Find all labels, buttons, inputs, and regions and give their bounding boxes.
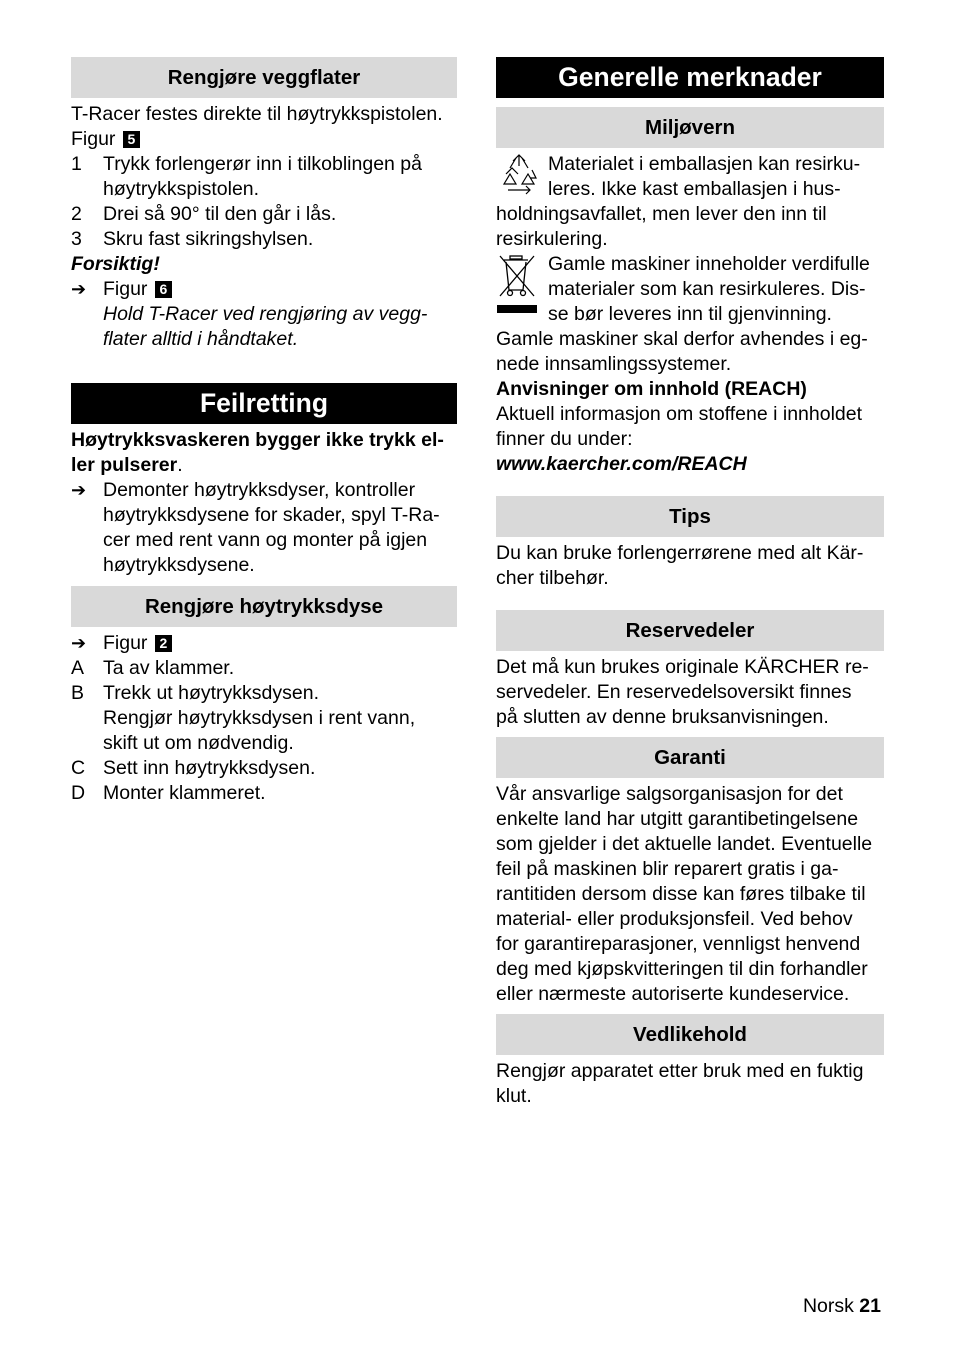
veggflater-intro: T-Racer festes direkte til høytrykkspistolen.	[71, 103, 443, 125]
heading-veggflater: Rengjøre veggflater	[71, 57, 457, 98]
dyse-figur: ➔ Figur 2	[71, 631, 457, 656]
heading-miljovern: Miljøvern	[496, 107, 884, 148]
footer-language: Norsk	[802, 1295, 854, 1317]
figure-number-badge: 5	[123, 131, 140, 148]
page-number: 21	[859, 1295, 881, 1317]
list-item: D Monter klammeret.	[71, 782, 266, 804]
list-item: 3 Skru fast sikringshylsen.	[71, 228, 314, 250]
heading-garanti: Garanti	[496, 737, 884, 778]
arrow-right-icon: ➔	[71, 279, 87, 299]
list-item: 1 Trykk forlengerør inn i tilkoblingen på høytrykkspistolen.	[71, 153, 422, 200]
veggflater-steps	[71, 152, 457, 252]
heading-tips: Tips	[496, 496, 884, 537]
caution-label: Forsiktig!	[71, 253, 160, 275]
heading-reservedeler: Reservedeler	[496, 610, 884, 651]
remedy-item: ➔ Demonter høytrykksdyser, kontroller høytrykksdysene for skader, spyl T-Ra- cer med rent vann og monter på igjen høytrykksdysene.	[71, 479, 440, 576]
dyse-steps	[71, 656, 457, 806]
weee-text: Gamle maskiner inneholder verdifulle materialer som kan resirkuleres. Dis- se bør leveres inn til gjenvinning. Gamle maskiner skal derfor avhendes i eg- nede innsamlingssystemer.	[496, 253, 870, 375]
list-item: C Sett inn høytrykksdysen.	[71, 757, 316, 779]
figure-number-badge: 2	[155, 635, 172, 652]
garanti-text: Vår ansvarlige salgsorganisasjon for det enkelte land har utgitt garantibetingelsene som gjelder i det aktuelle landet. Eventuelle feil på maskinen blir reparert gratis i ga- rantitiden dersom disse kan føres tilbake til material- eller produksjonsfeil. Ved behov for garantireparasjoner, vennligst henvend deg med kjøpskvitteringen til din forhandler eller nærmeste autoriserte kundeservice.	[496, 783, 873, 1005]
crossed-bin-icon	[496, 252, 544, 322]
veggflater-figur: Figur 5	[71, 127, 457, 152]
tips-text: Du kan bruke forlengerrørene med alt Kär- cher tilbehør.	[496, 542, 864, 589]
recycle-block	[496, 152, 884, 252]
heading-dyse: Rengjøre høytrykksdyse	[71, 586, 457, 627]
recycle-text: Materialet i emballasjen kan resirku- leres. Ikke kast emballasjen i hus- holdningsavfallet, men lever den inn til resirkulering.	[496, 153, 861, 250]
figure-number-badge: 6	[155, 281, 172, 298]
caution-figur: ➔ Figur 6	[71, 277, 457, 302]
reach-text: Aktuell informasjon om stoffene i innholdet finner du under:	[496, 403, 863, 450]
right-column	[496, 57, 884, 1109]
heading-feilretting: Feilretting	[71, 383, 457, 424]
problem-description: Høytrykksvaskeren bygger ikke trykk el- ler pulserer.	[71, 429, 444, 476]
left-column	[71, 57, 457, 806]
list-item: B Trekk ut høytrykksdysen. Rengjør høytrykksdysen i rent vann, skift ut om nødvendig.	[71, 682, 416, 754]
heading-generelle-merknader: Generelle merknader	[496, 57, 884, 98]
reach-heading: Anvisninger om innhold (REACH)	[496, 378, 807, 400]
weee-block	[496, 252, 884, 377]
caution-text: Hold T-Racer ved rengjøring av vegg- flater alltid i håndtaket.	[103, 303, 428, 350]
list-item: 2 Drei så 90° til den går i lås.	[71, 203, 337, 225]
page-footer	[803, 1294, 881, 1319]
vedlikehold-text: Rengjør apparatet etter bruk med en fuktig klut.	[496, 1060, 864, 1107]
reach-url: www.kaercher.com/REACH	[496, 453, 747, 475]
list-item: A Ta av klammer.	[71, 657, 235, 679]
heading-vedlikehold: Vedlikehold	[496, 1014, 884, 1055]
recycle-icon	[496, 152, 544, 202]
arrow-right-icon: ➔	[71, 480, 87, 500]
reservedeler-text: Det må kun brukes originale KÄRCHER re- servedeler. En reservedelsoversikt finnes på slutten av denne bruksanvisningen.	[496, 656, 869, 728]
arrow-right-icon: ➔	[71, 633, 87, 653]
